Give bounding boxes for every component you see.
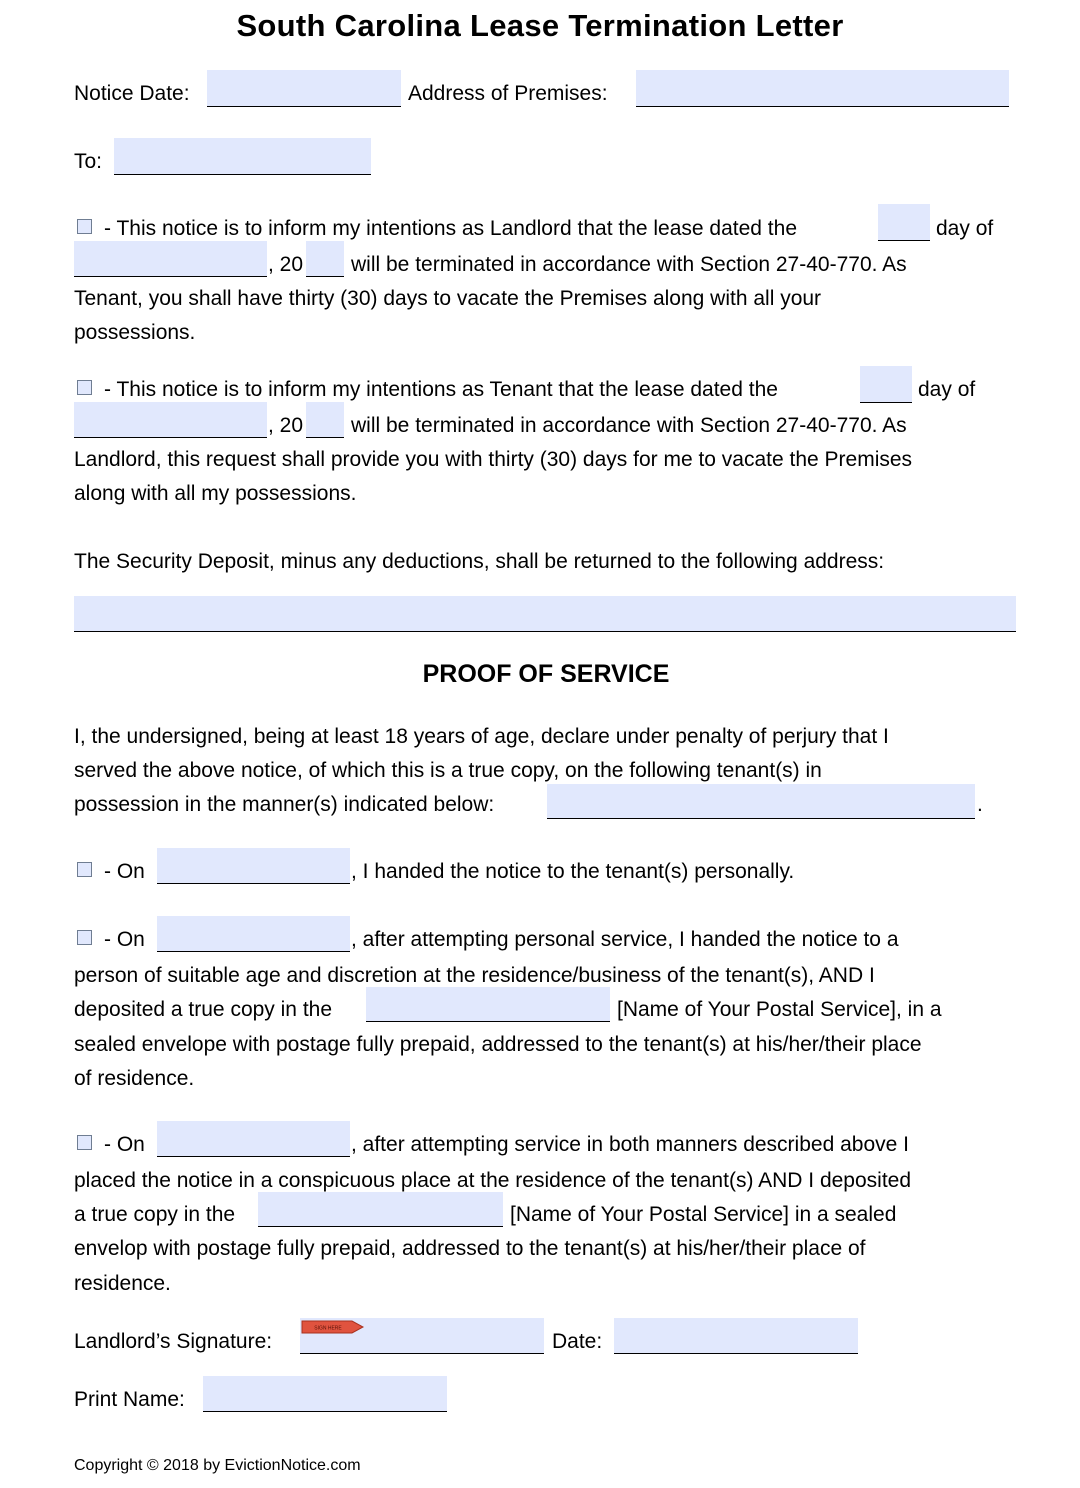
address-of-premises-label: Address of Premises: [408,82,608,105]
landlord-terminated-text: will be terminated in accordance with Section 27-40-770. As [351,253,907,276]
landlord-lease-month-field[interactable] [74,241,267,277]
date-label: Date: [552,1330,603,1353]
posting-service-date-field[interactable] [157,1121,350,1157]
option3-line-1: , after attempting service in both manners described above I [351,1133,909,1156]
security-deposit-address-field[interactable] [74,596,1016,632]
signature-date-field[interactable] [614,1318,858,1354]
to-field[interactable] [114,138,371,175]
sign-here-flag-icon [300,1318,366,1336]
tenants-in-possession-field[interactable] [547,784,975,819]
option3-line-3b: [Name of Your Postal Service] in a sealed [510,1203,897,1226]
landlord-lease-year-field[interactable] [306,241,344,277]
option2-line-2: person of suitable age and discretion at the residence/business of the tenant(s), AND I [74,964,875,987]
proof-intro-period: . [977,793,983,816]
proof-intro-line-2: served the above notice, of which this is a true copy, on the following tenant(s) in [74,759,822,782]
substituted-service-date-field[interactable] [157,916,350,952]
option2-postal-service-field[interactable] [366,987,610,1022]
to-label: To: [74,150,103,173]
option2-on-text: - On [104,928,145,951]
personal-service-date-field[interactable] [157,848,350,884]
tenant-landlord-text: Landlord, this request shall provide you with thirty (30) days for me to vacate the Premises [74,448,913,471]
print-name-label: Print Name: [74,1388,185,1411]
notice-date-label: Notice Date: [74,82,190,105]
proof-of-service-heading: PROOF OF SERVICE [422,660,670,688]
copyright-text: Copyright © 2018 by EvictionNotice.com [74,1457,361,1474]
tenant-notice-checkbox[interactable] [77,380,92,395]
proof-intro-line-1: I, the undersigned, being at least 18 years of age, declare under penalty of perjury that I [74,725,889,748]
tenant-lease-month-field[interactable] [74,402,267,438]
option3-on-text: - On [104,1133,145,1156]
option3-line-3a: a true copy in the [74,1203,236,1226]
option3-postal-service-field[interactable] [258,1192,503,1227]
address-of-premises-field[interactable] [636,70,1009,107]
sign-here-flag-text: SIGN HERE [314,1325,342,1332]
landlord-notice-text: - This notice is to inform my intentions as Landlord that the lease dated the [104,217,797,240]
option3-line-4: envelop with postage fully prepaid, addressed to the tenant(s) at his/her/their place of [74,1237,866,1260]
security-deposit-text: The Security Deposit, minus any deductions, shall be returned to the following address: [74,550,885,573]
tenant-day-of-text: day of [918,378,976,401]
landlord-year-prefix: , 20 [268,253,304,276]
posting-service-checkbox[interactable] [77,1135,92,1150]
proof-intro-line-3: possession in the manner(s) indicated below: [74,793,495,816]
option1-text: , I handed the notice to the tenant(s) personally. [351,860,795,883]
landlord-lease-day-field[interactable] [878,204,930,241]
option3-line-2: placed the notice in a conspicuous place at the residence of the tenant(s) AND I deposited [74,1169,912,1192]
option3-line-5: residence. [74,1272,171,1295]
document-title: South Carolina Lease Termination Letter [236,8,844,43]
landlord-possessions-text: possessions. [74,321,196,344]
tenant-possessions-text: along with all my possessions. [74,482,357,505]
landlord-tenant-text: Tenant, you shall have thirty (30) days to vacate the Premises along with all your [74,287,822,310]
substituted-service-checkbox[interactable] [77,930,92,945]
option2-line-5: of residence. [74,1067,195,1090]
tenant-lease-day-field[interactable] [860,366,912,403]
tenant-lease-year-field[interactable] [306,402,344,438]
print-name-field[interactable] [203,1376,447,1412]
landlord-notice-checkbox[interactable] [77,219,92,234]
option2-line-4: sealed envelope with postage fully prepaid, addressed to the tenant(s) at his/her/their place [74,1033,922,1056]
personal-service-checkbox[interactable] [77,862,92,877]
notice-date-field[interactable] [207,70,401,107]
option2-line-3b: [Name of Your Postal Service], in a [617,998,942,1021]
tenant-terminated-text: will be terminated in accordance with Section 27-40-770. As [351,414,907,437]
landlord-signature-label: Landlord’s Signature: [74,1330,273,1353]
tenant-year-prefix: , 20 [268,414,304,437]
tenant-notice-text: - This notice is to inform my intentions as Tenant that the lease dated the [104,378,778,401]
option1-on-text: - On [104,860,145,883]
option2-line-3a: deposited a true copy in the [74,998,333,1021]
landlord-day-of-text: day of [936,217,994,240]
option2-line-1: , after attempting personal service, I handed the notice to a [351,928,899,951]
